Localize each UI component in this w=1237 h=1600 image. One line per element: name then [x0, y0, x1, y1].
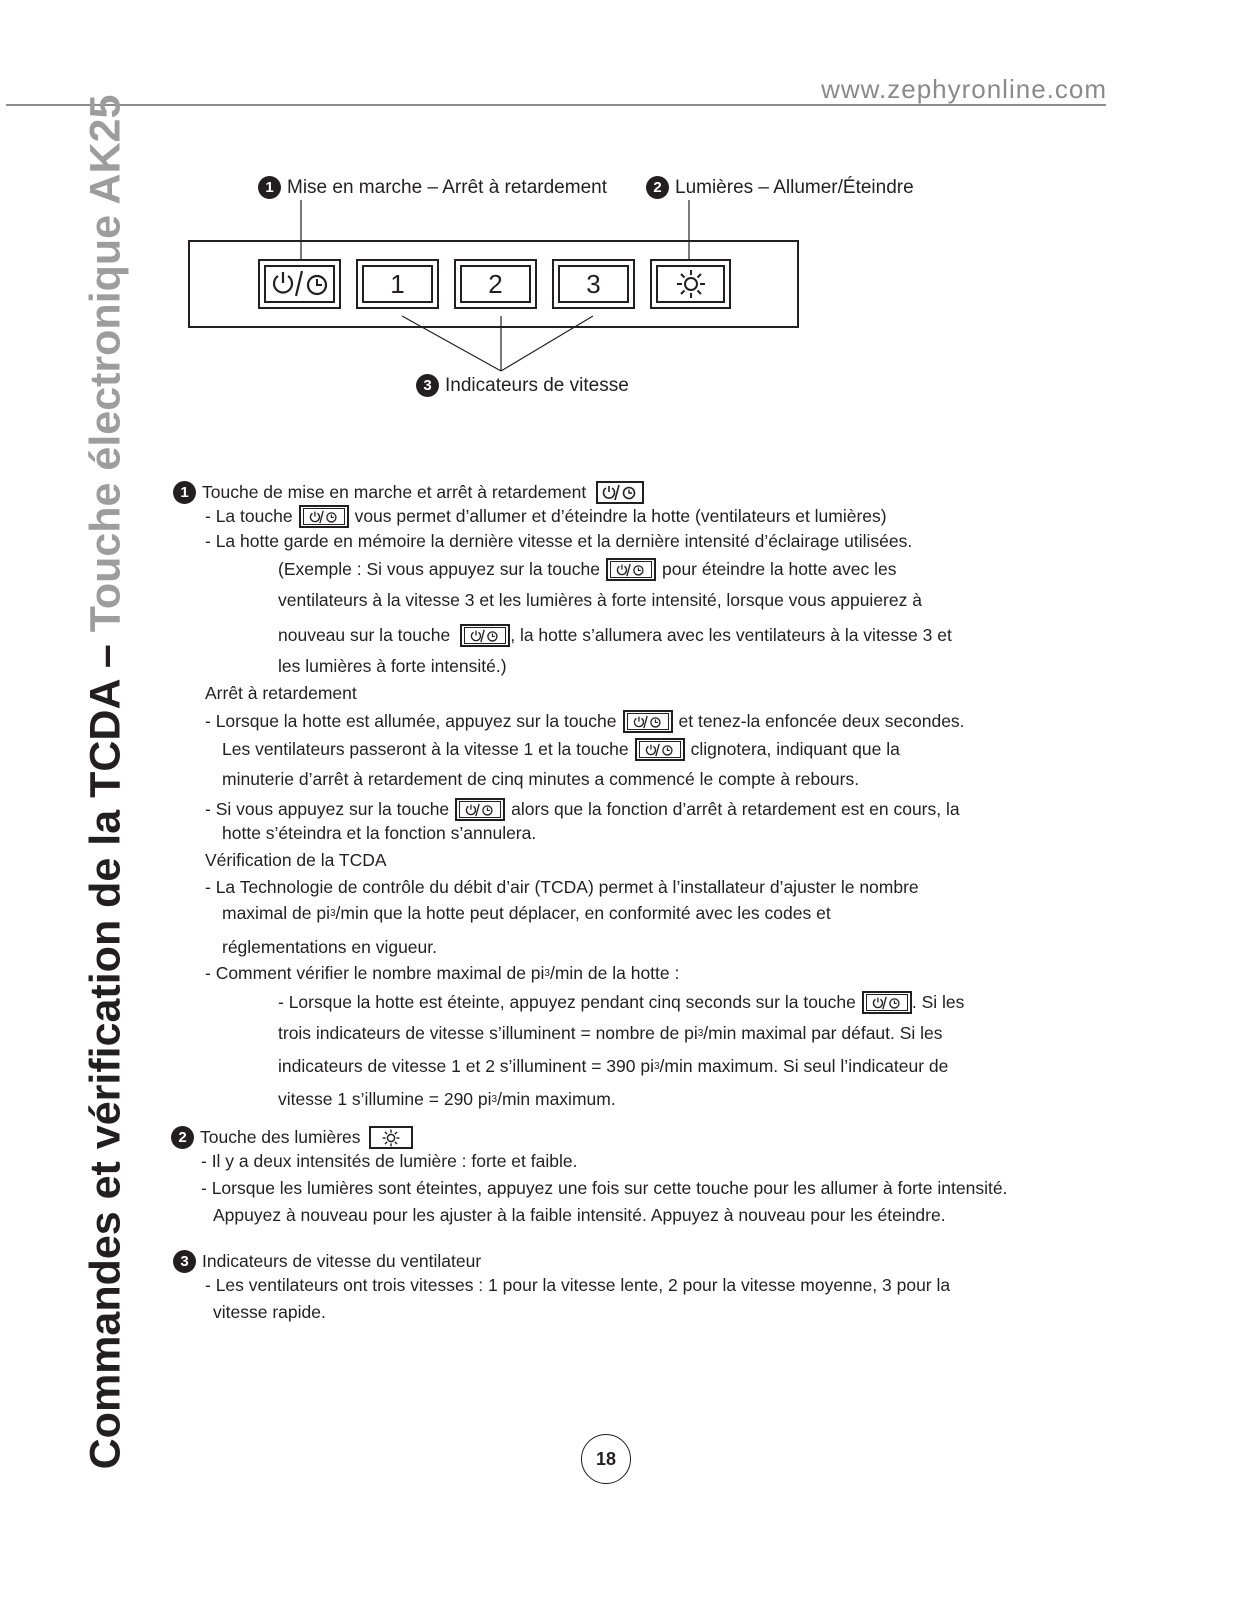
- number-badge: 3: [416, 374, 439, 397]
- section3-line-1: - Les ventilateurs ont trois vitesses : 1 pour la vitesse lente, 2 pour la vitesse moyenne, 3 pour la: [205, 1275, 951, 1295]
- number-badge: 2: [171, 1126, 194, 1149]
- check-line-4: vitesse 1 s’illumine = 290 pi 3 /min maximum.: [278, 1089, 616, 1109]
- section2-heading: [171, 1126, 413, 1149]
- check-line-1: - Lorsque la hotte est éteinte, appuyez pendant cinq seconds sur la touche . Si les: [278, 991, 964, 1014]
- power-timer-icon: [596, 481, 644, 504]
- power-timer-icon: [623, 710, 673, 733]
- number-badge: 1: [173, 481, 196, 504]
- delay-line-2: Les ventilateurs passeront à la vitesse 1 et la touche clignotera, indiquant que la: [222, 738, 900, 761]
- speed-key-label: 1: [362, 265, 433, 303]
- page-number: 18: [581, 1434, 631, 1484]
- side-title-main: Commandes et vérification de la TCDA: [81, 680, 130, 1470]
- example-line-4: les lumières à forte intensité.): [278, 656, 507, 676]
- section2-title: Touche des lumières: [200, 1126, 361, 1147]
- number-badge: 1: [258, 176, 281, 199]
- section1-bullet-2: - La hotte garde en mémoire la dernière vitesse et la dernière intensité d’éclairage utilisées.: [205, 531, 913, 551]
- section1-bullet-1: - La touche vous permet d’allumer et d’éteindre la hotte (ventilateurs et lumières): [205, 505, 887, 528]
- example-line-1: (Exemple : Si vous appuyez sur la touche pour éteindre la hotte avec les: [278, 558, 896, 581]
- diagram-label-text: Mise en marche – Arrêt à retardement: [287, 176, 607, 198]
- section1-title: Touche de mise en marche et arrêt à retardement: [202, 481, 587, 502]
- example-line-3: nouveau sur la touche , la hotte s’allumera avec les ventilateurs à la vitesse 3 et: [278, 624, 952, 647]
- check-line-2: trois indicateurs de vitesse s’illuminent = nombre de pi 3 /min maximal par défaut. Si les: [278, 1023, 943, 1043]
- side-title-sub: Touche électronique AK25: [81, 94, 130, 633]
- delay-line-1: - Lorsque la hotte est allumée, appuyez sur la touche et tenez-la enfoncée deux secondes.: [205, 710, 965, 733]
- diagram-label-text: Indicateurs de vitesse: [445, 374, 629, 396]
- section2-line-1: - Il y a deux intensités de lumière : forte et faible.: [201, 1151, 578, 1171]
- section2-line-3: Appuyez à nouveau pour les ajuster à la faible intensité. Appuyez à nouveau pour les éteindre.: [213, 1205, 946, 1225]
- side-title-dash: –: [81, 644, 130, 669]
- delay-line-4: - Si vous appuyez sur la touche alors que la fonction d’arrêt à retardement est en cours, la: [205, 798, 960, 821]
- sun-icon: [369, 1126, 413, 1149]
- power-timer-icon: [460, 624, 510, 647]
- number-badge: 3: [173, 1250, 196, 1273]
- example-line-2: ventilateurs à la vitesse 3 et les lumières à forte intensité, lorsque vous appuierez à: [278, 590, 922, 610]
- diagram-label-text: Lumières – Allumer/Éteindre: [675, 176, 914, 198]
- power-timer-icon: [635, 738, 685, 761]
- speed-key-label: 3: [558, 265, 629, 303]
- power-timer-icon: [299, 505, 349, 528]
- section2-line-2: - Lorsque les lumières sont éteintes, appuyez une fois sur cette touche pour les allumer à forte intensité.: [201, 1178, 1008, 1198]
- power-timer-icon: [455, 798, 505, 821]
- tcda-line-4: - Comment vérifier le nombre maximal de pi 3 /min de la hotte :: [205, 963, 680, 983]
- tcda-line-1: - La Technologie de contrôle du débit d’air (TCDA) permet à l’installateur d’ajuster le nombre: [205, 877, 919, 897]
- power-timer-icon: [606, 558, 656, 581]
- delay-line-5: hotte s’éteindra et la fonction s’annulera.: [222, 823, 537, 843]
- check-line-3: indicateurs de vitesse 1 et 2 s’illuminent = 390 pi 3 /min maximum. Si seul l’indicateur de: [278, 1056, 949, 1076]
- speed-key-label: 2: [460, 265, 531, 303]
- website-url: www.zephyronline.com: [821, 74, 1107, 104]
- tcda-line-2: maximal de pi 3 /min que la hotte peut déplacer, en conformité avec les codes et: [222, 903, 831, 923]
- section3-line-2: vitesse rapide.: [213, 1302, 326, 1322]
- power-timer-icon: [862, 991, 912, 1014]
- tcda-line-3: réglementations en vigueur.: [222, 937, 437, 957]
- section3-heading: [173, 1250, 481, 1273]
- section1-heading: [173, 481, 644, 504]
- number-badge: 2: [646, 176, 669, 199]
- subheading-delayed-off: Arrêt à retardement: [205, 683, 357, 703]
- section3-title: Indicateurs de vitesse du ventilateur: [202, 1250, 482, 1271]
- subheading-tcda-check: Vérification de la TCDA: [205, 850, 387, 870]
- delay-line-3: minuterie d’arrêt à retardement de cinq minutes a commencé le compte à rebours.: [222, 769, 860, 789]
